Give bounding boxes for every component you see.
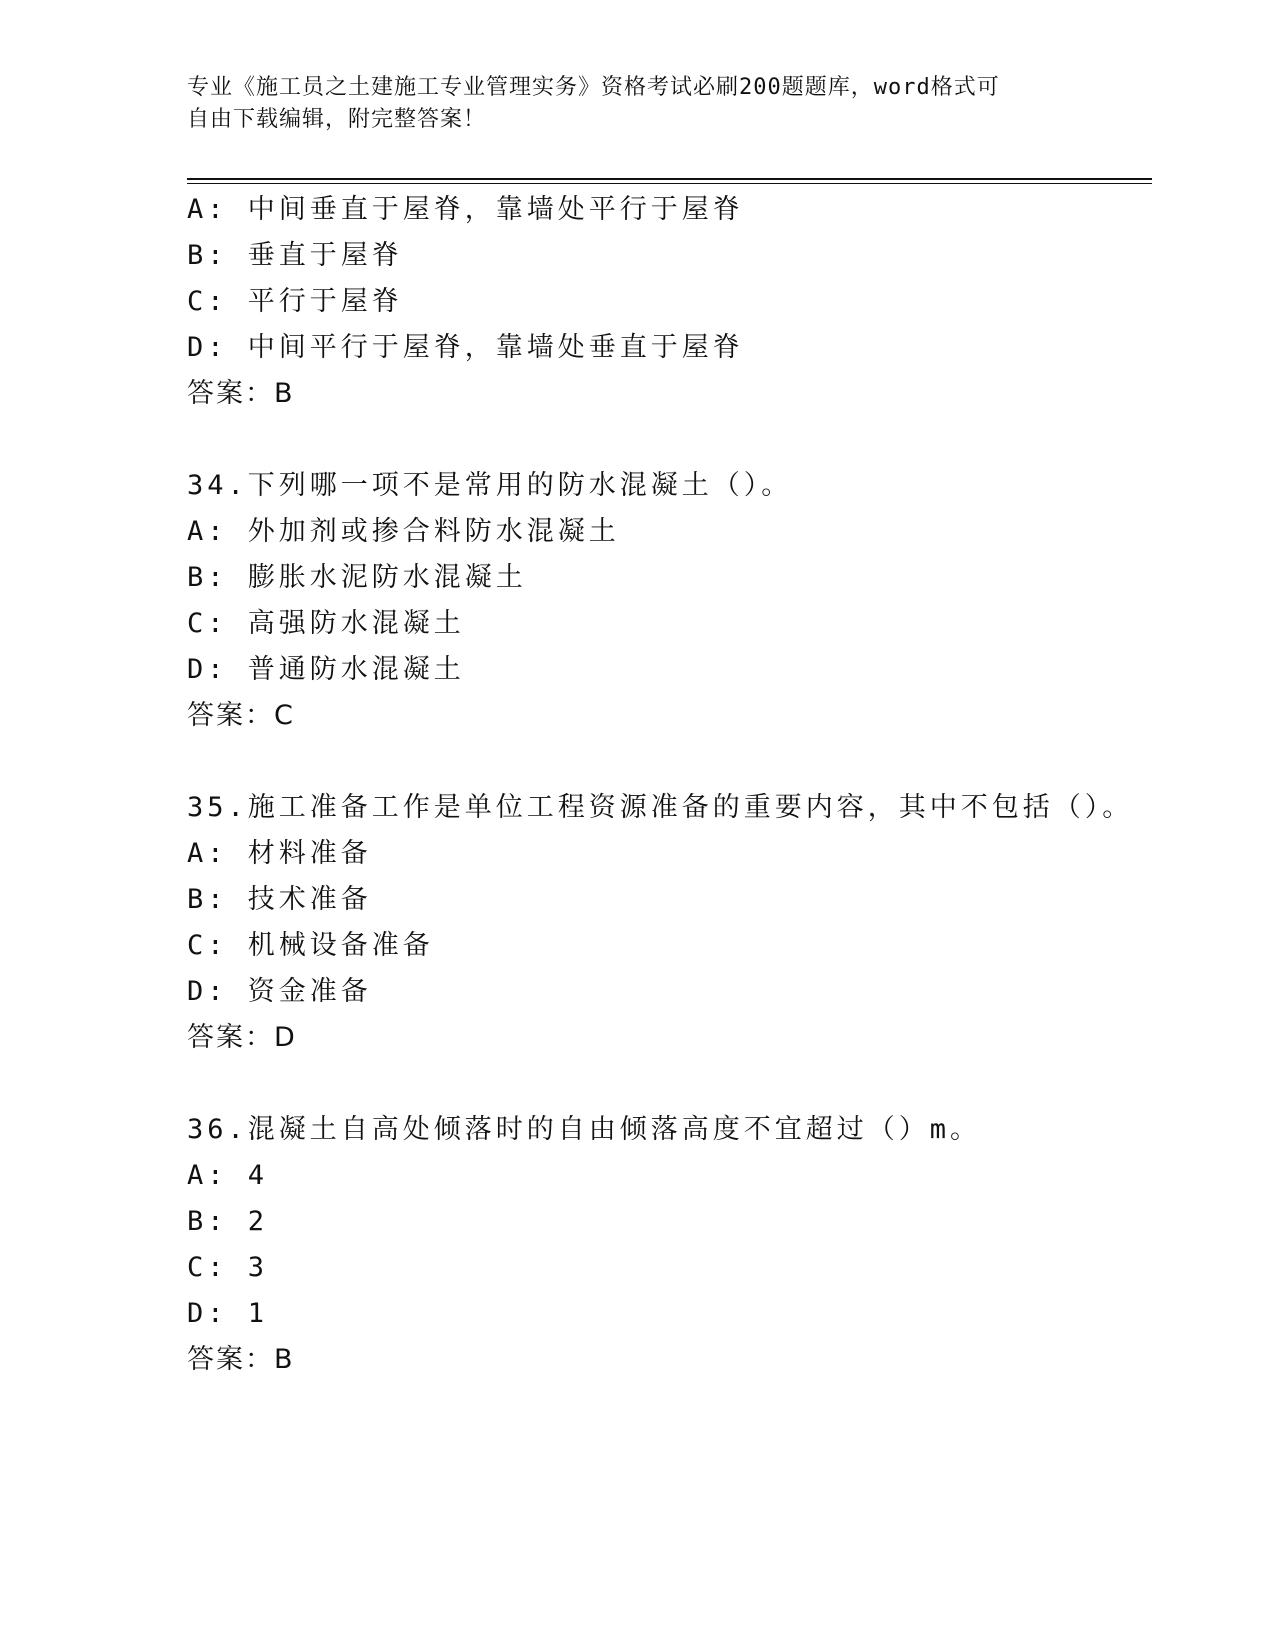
question-36 (187, 1107, 1147, 1383)
option-a: A: 4 (187, 1160, 269, 1191)
option-c: C: 3 (187, 1252, 269, 1283)
spacer (187, 1061, 1147, 1107)
option-a: A: 材料准备 (187, 838, 372, 869)
header-divider-thin (187, 183, 1152, 184)
header-line-1: 专业《施工员之土建施工专业管理实务》资格考试必刷200题题库，word格式可 (187, 75, 1000, 100)
option-c: C: 平行于屋脊 (187, 286, 403, 317)
spacer (187, 739, 1147, 785)
option-c: C: 高强防水混凝土 (187, 608, 465, 639)
answer: 答案：C (187, 700, 295, 731)
document-header (187, 72, 1087, 136)
question-33-continued (187, 187, 1147, 417)
header-divider-thick (187, 178, 1152, 180)
spacer (187, 417, 1147, 463)
answer: 答案：B (187, 1344, 295, 1375)
option-b: B: 2 (187, 1206, 269, 1237)
option-d: D: 普通防水混凝土 (187, 654, 465, 685)
question-stem: 35.施工准备工作是单位工程资源准备的重要内容，其中不包括（）。 (187, 792, 1134, 823)
option-b: B: 膨胀水泥防水混凝土 (187, 562, 527, 593)
option-d: D: 中间平行于屋脊，靠墙处垂直于屋脊 (187, 332, 744, 363)
header-line-2: 自由下载编辑，附完整答案！ (187, 107, 487, 132)
option-a: A: 中间垂直于屋脊，靠墙处平行于屋脊 (187, 194, 744, 225)
option-c: C: 机械设备准备 (187, 930, 434, 961)
question-stem: 34.下列哪一项不是常用的防水混凝土（）。 (187, 470, 793, 501)
option-b: B: 垂直于屋脊 (187, 240, 403, 271)
question-35 (187, 785, 1147, 1061)
answer: 答案：B (187, 378, 295, 409)
option-a: A: 外加剂或掺合料防水混凝土 (187, 516, 620, 547)
option-d: D: 资金准备 (187, 976, 372, 1007)
option-b: B: 技术准备 (187, 884, 372, 915)
answer: 答案：D (187, 1022, 297, 1053)
option-d: D: 1 (187, 1298, 269, 1329)
question-stem: 36.混凝土自高处倾落时的自由倾落高度不宜超过（）m。 (187, 1114, 982, 1145)
question-34 (187, 463, 1147, 739)
question-list (187, 187, 1147, 1383)
